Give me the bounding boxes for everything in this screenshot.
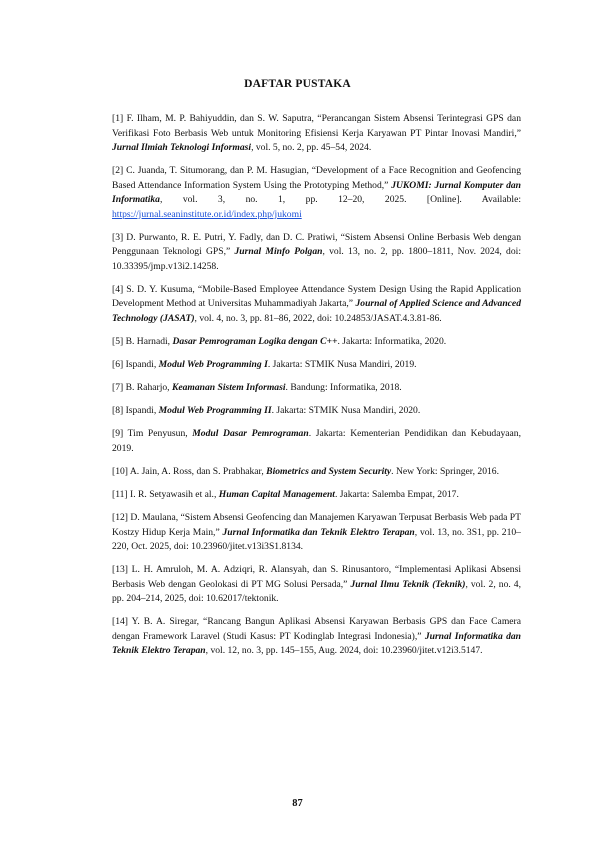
reference-item — [112, 112, 521, 156]
reference-details: , vol. 13, no. 3S1, pp. 210–220, Oct. 2025, doi: 10.23960/jitet.v13i3S1.8134. — [112, 526, 521, 553]
reference-item — [112, 465, 521, 480]
reference-source-title: Human Capital Management — [218, 488, 335, 500]
reference-details: , vol. 3, no. 1, pp. 12–20, 2025. [Online]. Available: — [159, 194, 521, 206]
reference-text: [4] S. D. Y. Kusuma, “Mobile-Based Employee Attendance System Design Using the Rapid Application Development Method at Universitas Muhammadiyah Jakarta,” — [112, 283, 521, 310]
reference-text: [11] I. R. Setyawasih et al., — [112, 488, 219, 500]
reference-item — [112, 427, 521, 456]
page-title: DAFTAR PUSTAKA — [244, 78, 351, 90]
page-number: 87 — [292, 798, 303, 809]
reference-source-title: Dasar Pemrograman Logika dengan C++ — [172, 335, 338, 347]
reference-details: , vol. 12, no. 3, pp. 145–155, Aug. 2024, doi: 10.23960/jitet.v12i3.5147. — [205, 645, 483, 657]
reference-details: , vol. 5, no. 2, pp. 45–54, 2024. — [251, 142, 372, 153]
reference-text: [12] D. Maulana, “Sistem Absensi Geofencing dan Manajemen Karyawan Terpusat Berbasis Web pada PT Kostzy Hidup Kerja Main,” — [112, 512, 521, 538]
reference-link[interactable]: https://jurnal.seaninstitute.or.id/index.php/jukomi — [112, 208, 302, 220]
reference-text: [6] Ispandi, — [112, 358, 159, 370]
reference-item — [112, 404, 521, 419]
reference-source-title: Modul Web Programming I — [158, 358, 268, 370]
reference-details: , vol. 2, no. 4, pp. 204–214, 2025, doi: 10.62017/tektonik. — [112, 578, 521, 605]
reference-text: [10] A. Jain, A. Ross, dan S. Prabhakar, — [112, 465, 267, 477]
reference-source-title: Modul Dasar Pemrograman — [192, 428, 309, 440]
reference-source-title: Journal of Applied Science and Advanced Technology (JASAT) — [112, 298, 521, 324]
reference-source-title: Jurnal Ilmu Teknik (Teknik) — [350, 578, 466, 590]
reference-text: [14] Y. B. A. Siregar, “Rancang Bangun Aplikasi Absensi Karyawan Berbasis GPS dan Face Camera dengan Framework Laravel (Studi Kasus: PT Kodinglab Integrasi Indonesia),” — [112, 616, 521, 642]
reference-source-title: Jurnal Informatika dan Teknik Elektro Terapan — [222, 526, 415, 538]
reference-source-title: Jurnal Ilmiah Teknologi Informasi — [112, 142, 252, 153]
reference-item — [112, 488, 521, 503]
reference-item — [112, 231, 521, 275]
reference-details: . Jakarta: Kementerian Pendidikan dan Kebudayaan, 2019. — [112, 428, 521, 454]
reference-text: [5] B. Harnadi, — [112, 335, 173, 347]
reference-details: . New York: Springer, 2016. — [391, 465, 499, 477]
reference-list — [112, 112, 521, 667]
reference-source-title: Keamanan Sistem Informasi — [171, 382, 286, 394]
reference-item — [112, 563, 521, 607]
reference-text: [3] D. Purwanto, R. E. Putri, Y. Fadly, dan D. C. Pratiwi, “Sistem Absensi Online Berbasis Web dengan Penggunaan Teknologi GPS,” — [112, 231, 521, 258]
reference-text: [13] L. H. Amruloh, M. A. Adziqri, R. Alansyah, dan S. Rinusantoro, “Implementasi Aplikasi Absensi Berbasis Web dengan Geolokasi di PT MG Solusi Persada,” — [112, 564, 521, 590]
reference-item — [112, 358, 521, 373]
reference-item — [112, 615, 521, 659]
reference-source-title: Biometrics and System Security — [266, 465, 392, 477]
reference-details: , vol. 4, no. 3, pp. 81–86, 2022, doi: 10.24853/JASAT.4.3.81-86. — [194, 312, 442, 324]
reference-source-title: Jurnal Informatika dan Teknik Elektro Terapan — [112, 630, 521, 657]
reference-details: , vol. 13, no. 2, pp. 1800–1811, Nov. 2024, doi: 10.33395/jmp.v13i2.14258. — [112, 246, 521, 272]
reference-item — [112, 335, 521, 350]
reference-text: [1] F. Ilham, M. P. Bahiyuddin, dan S. W. Saputra, “Perancangan Sistem Absensi Terintegrasi GPS dan Verifikasi Foto Berbasis Web untuk Monitoring Efisiensi Kerja Karyawan PT Pintar Inovasi Mandiri,” — [112, 113, 521, 139]
reference-details: . Jakarta: STMIK Nusa Mandiri, 2020. — [271, 405, 421, 417]
reference-text: [2] C. Juanda, T. Situmorang, dan P. M. Hasugian, “Development of a Face Recognition and Geofencing Based Attendance Information System Using the Prototyping Method,” — [112, 165, 521, 191]
reference-details: . Jakarta: Salemba Empat, 2017. — [334, 488, 459, 500]
reference-item — [112, 381, 521, 396]
reference-source-title: JUKOMI: Jurnal Komputer dan Informatika — [112, 179, 522, 206]
reference-source-title: Jurnal Minfo Polgan — [234, 246, 323, 258]
reference-text: [8] Ispandi, — [112, 405, 159, 417]
reference-item — [112, 283, 521, 327]
reference-source-title: Modul Web Programming II — [158, 405, 272, 417]
reference-details: . Bandung: Informatika, 2018. — [285, 382, 402, 394]
reference-item — [112, 164, 521, 222]
reference-details: . Jakarta: STMIK Nusa Mandiri, 2019. — [267, 358, 417, 370]
reference-text: [7] B. Raharjo, — [112, 382, 172, 394]
reference-text: [9] Tim Penyusun, — [112, 428, 193, 440]
reference-details: . Jakarta: Informatika, 2020. — [337, 335, 447, 347]
reference-item — [112, 511, 521, 555]
